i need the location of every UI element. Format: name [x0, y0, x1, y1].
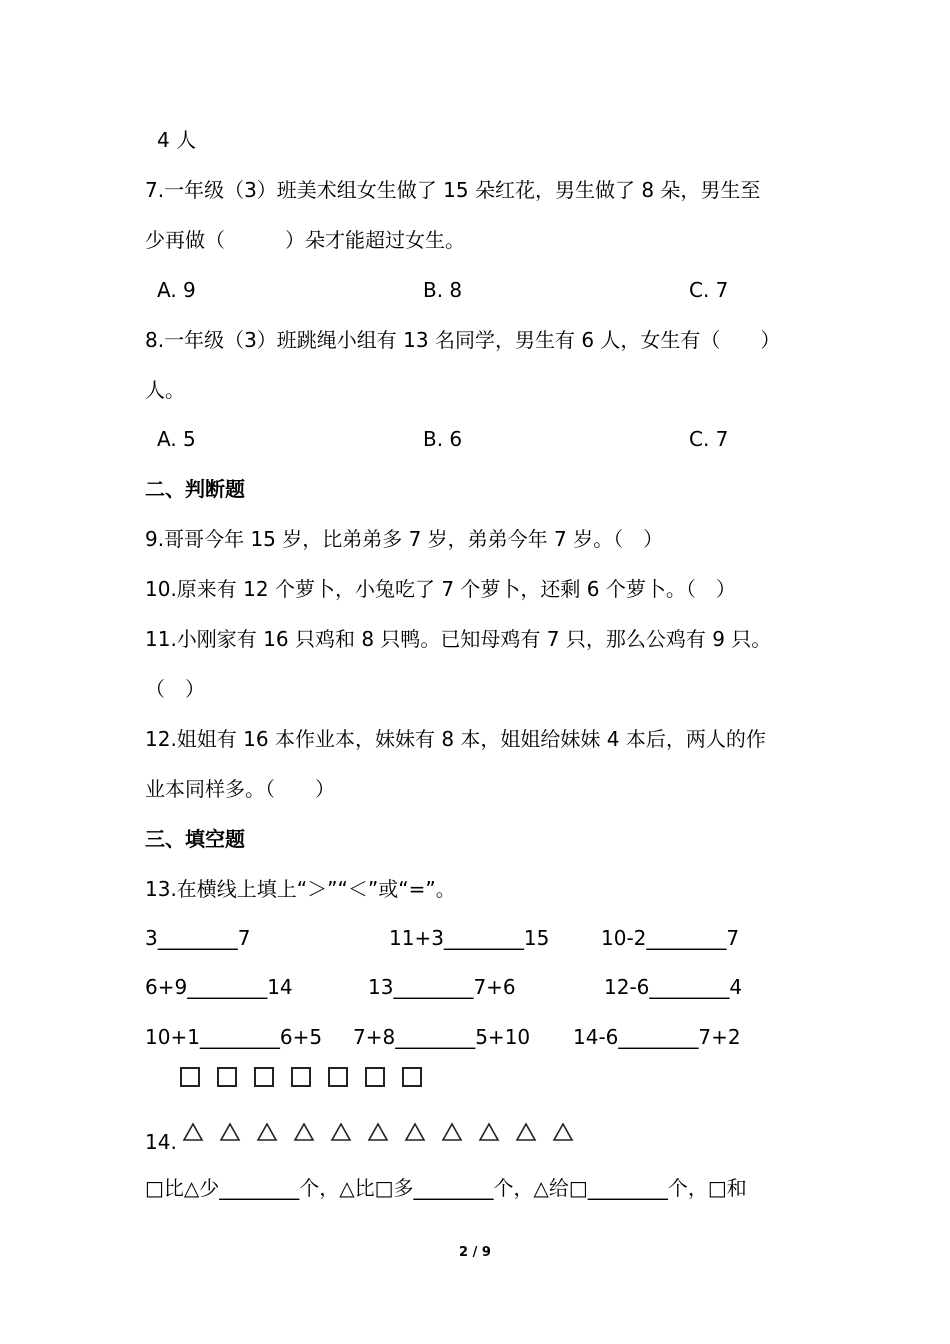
question-8-line-2: 人。	[145, 378, 185, 402]
triangle-shape-icon	[293, 1122, 315, 1142]
triangle-shape-icon	[367, 1122, 389, 1142]
comparison-item: 3________7	[145, 926, 251, 950]
question-14-number: 14.	[145, 1130, 177, 1154]
comparison-item: 10+1________6+5	[145, 1025, 323, 1049]
question-7-line-1: 7.一年级（3）班美术组女生做了 15 朵红花，男生做了 8 朵，男生至	[145, 178, 761, 202]
comparison-item: 6+9________14	[145, 975, 293, 999]
triangle-shape-icon	[441, 1122, 463, 1142]
triangle-figure-row	[182, 1122, 589, 1152]
question-8-line-1: 8.一年级（3）班跳绳小组有 13 名同学，男生有 6 人，女生有（ ）	[145, 328, 781, 352]
question-8-option-a: A. 5	[157, 427, 196, 451]
square-shape-icon	[291, 1067, 311, 1087]
question-7-option-b: B. 8	[423, 278, 463, 302]
question-9: 9.哥哥今年 15 岁，比弟弟多 7 岁，弟弟今年 7 岁。（ ）	[145, 527, 664, 551]
square-shape-icon	[254, 1067, 274, 1087]
section-3-heading: 三、填空题	[145, 827, 245, 851]
square-shape-icon	[180, 1067, 200, 1087]
comparison-item: 10-2________7	[601, 926, 740, 950]
question-12-line-1: 12.姐姐有 16 本作业本，妹妹有 8 本，姐姐给妹妹 4 本后，两人的作	[145, 727, 766, 751]
question-8-option-b: B. 6	[423, 427, 463, 451]
square-figure-row	[180, 1066, 439, 1094]
question-10: 10.原来有 12 个萝卜，小兔吃了 7 个萝卜，还剩 6 个萝卜。（ ）	[145, 577, 736, 601]
comparison-item: 11+3________15	[389, 926, 550, 950]
triangle-shape-icon	[515, 1122, 537, 1142]
comparison-item: 14-6________7+2	[573, 1025, 741, 1049]
triangle-shape-icon	[478, 1122, 500, 1142]
square-shape-icon	[217, 1067, 237, 1087]
previous-answer-tail: 4 人	[157, 128, 197, 152]
comparison-item: 12-6________4	[604, 975, 743, 999]
comparison-item: 13________7+6	[368, 975, 516, 999]
triangle-shape-icon	[404, 1122, 426, 1142]
question-11-line-1: 11.小刚家有 16 只鸡和 8 只鸭。已知母鸡有 7 只，那么公鸡有 9 只。	[145, 627, 772, 651]
question-7-option-a: A. 9	[157, 278, 196, 302]
triangle-shape-icon	[552, 1122, 574, 1142]
question-7-line-2: 少再做（ ）朵才能超过女生。	[145, 228, 465, 252]
triangle-shape-icon	[182, 1122, 204, 1142]
question-8-option-c: C. 7	[689, 427, 729, 451]
square-shape-icon	[328, 1067, 348, 1087]
question-13: 13.在横线上填上“＞”“＜”或“=”。	[145, 877, 456, 901]
question-12-line-2: 业本同样多。（ ）	[145, 777, 335, 801]
page-number: 2 / 9	[459, 1245, 491, 1260]
section-2-heading: 二、判断题	[145, 477, 245, 501]
question-14-text: □比△少________个，△比□多________个，△给□________个，□和	[145, 1176, 747, 1200]
square-shape-icon	[365, 1067, 385, 1087]
comparison-item: 7+8________5+10	[353, 1025, 531, 1049]
question-7-option-c: C. 7	[689, 278, 729, 302]
square-shape-icon	[402, 1067, 422, 1087]
question-11-line-2: （ ）	[145, 677, 205, 701]
triangle-shape-icon	[256, 1122, 278, 1142]
triangle-shape-icon	[219, 1122, 241, 1142]
triangle-shape-icon	[330, 1122, 352, 1142]
